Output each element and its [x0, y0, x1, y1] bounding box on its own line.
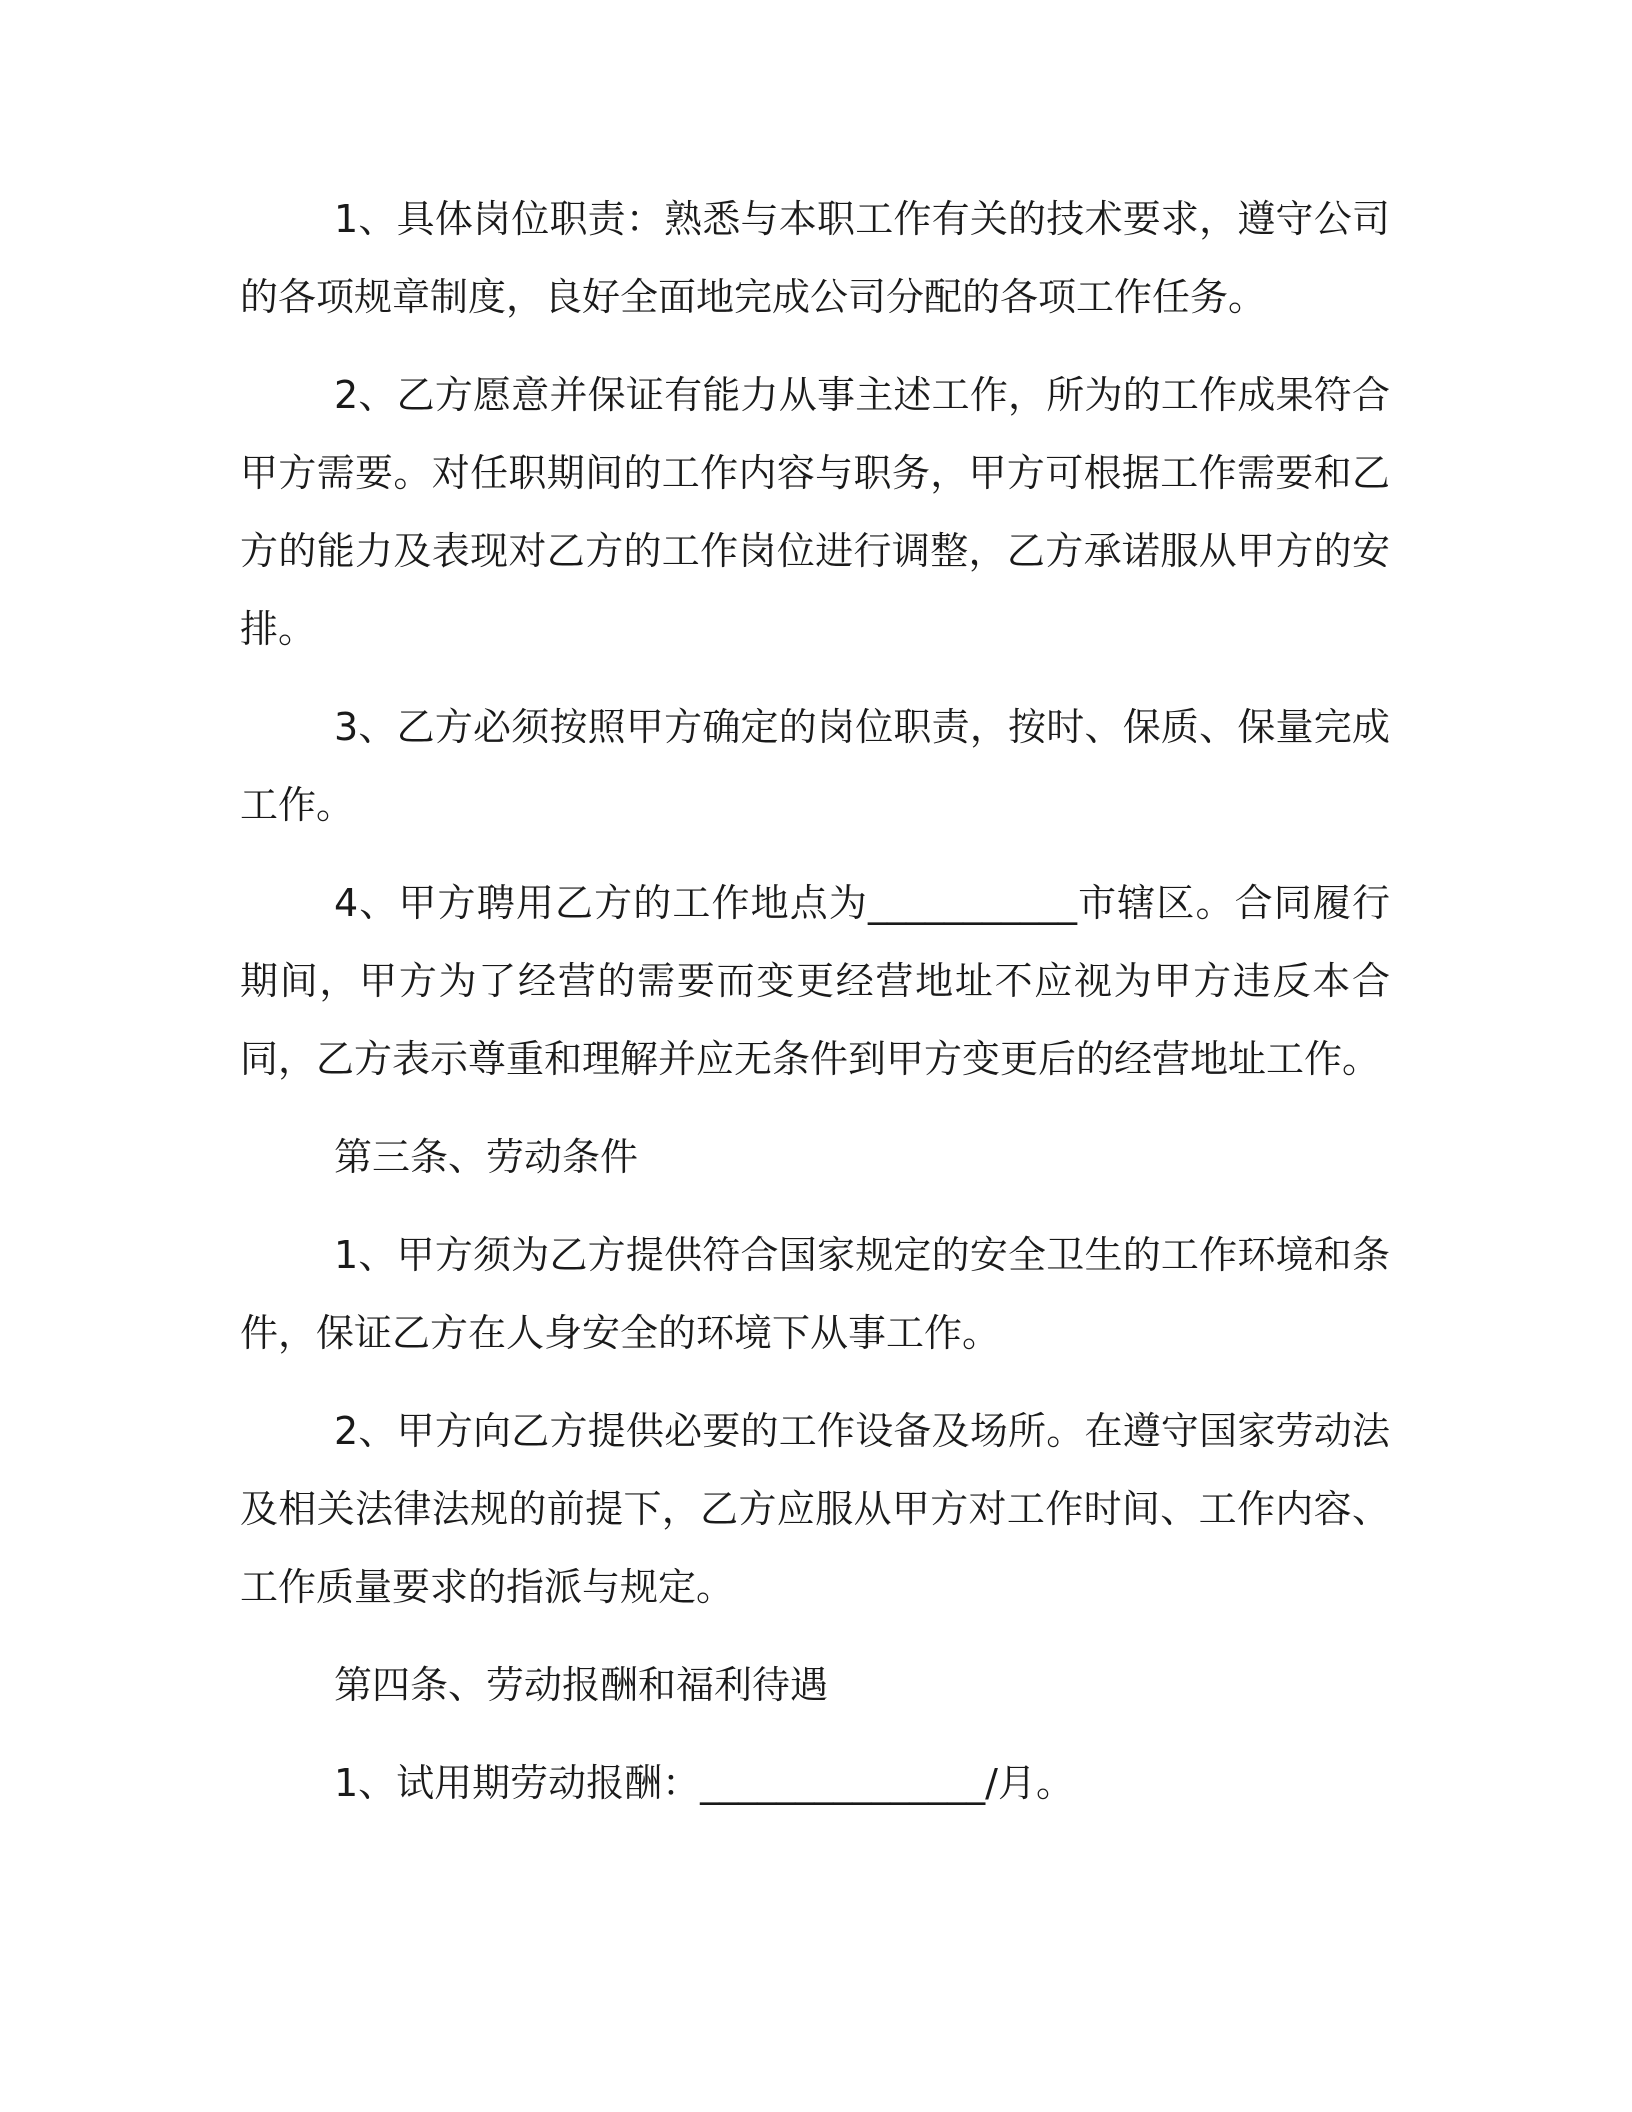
- paragraph-work-ability: 2、乙方愿意并保证有能力从事主述工作，所为的工作成果符合甲方需要。对任职期间的工作内容与职务，甲方可根据工作需要和乙方的能力及表现对乙方的工作岗位进行调整，乙方承诺服从甲方的安排。: [240, 373, 1390, 651]
- section-heading-labor-conditions: 第三条、劳动条件: [334, 1135, 639, 1179]
- paragraph-job-duties: 1、具体岗位职责：熟悉与本职工作有关的技术要求，遵守公司的各项规章制度，良好全面地完成公司分配的各项工作任务。: [240, 197, 1390, 319]
- section-heading-compensation: 第四条、劳动报酬和福利待遇: [334, 1663, 829, 1707]
- paragraph-job-completion: 3、乙方必须按照甲方确定的岗位职责，按时、保质、保量完成工作。: [240, 705, 1390, 827]
- paragraph-work-location: 4、甲方聘用乙方的工作地点为___________市辖区。合同履行期间，甲方为了经营的需要而变更经营地址不应视为甲方违反本合同，乙方表示尊重和理解并应无条件到甲方变更后的经营地址工作。: [240, 881, 1390, 1081]
- paragraph-equipment: 2、甲方向乙方提供必要的工作设备及场所。在遵守国家劳动法及相关法律法规的前提下，乙方应服从甲方对工作时间、工作内容、工作质量要求的指派与规定。: [240, 1409, 1390, 1609]
- document-body: [240, 180, 1390, 1822]
- paragraph-probation-pay: 1、试用期劳动报酬：_______________/月。: [334, 1761, 1074, 1805]
- paragraph-safety-environment: 1、甲方须为乙方提供符合国家规定的安全卫生的工作环境和条件，保证乙方在人身安全的环境下从事工作。: [240, 1233, 1390, 1355]
